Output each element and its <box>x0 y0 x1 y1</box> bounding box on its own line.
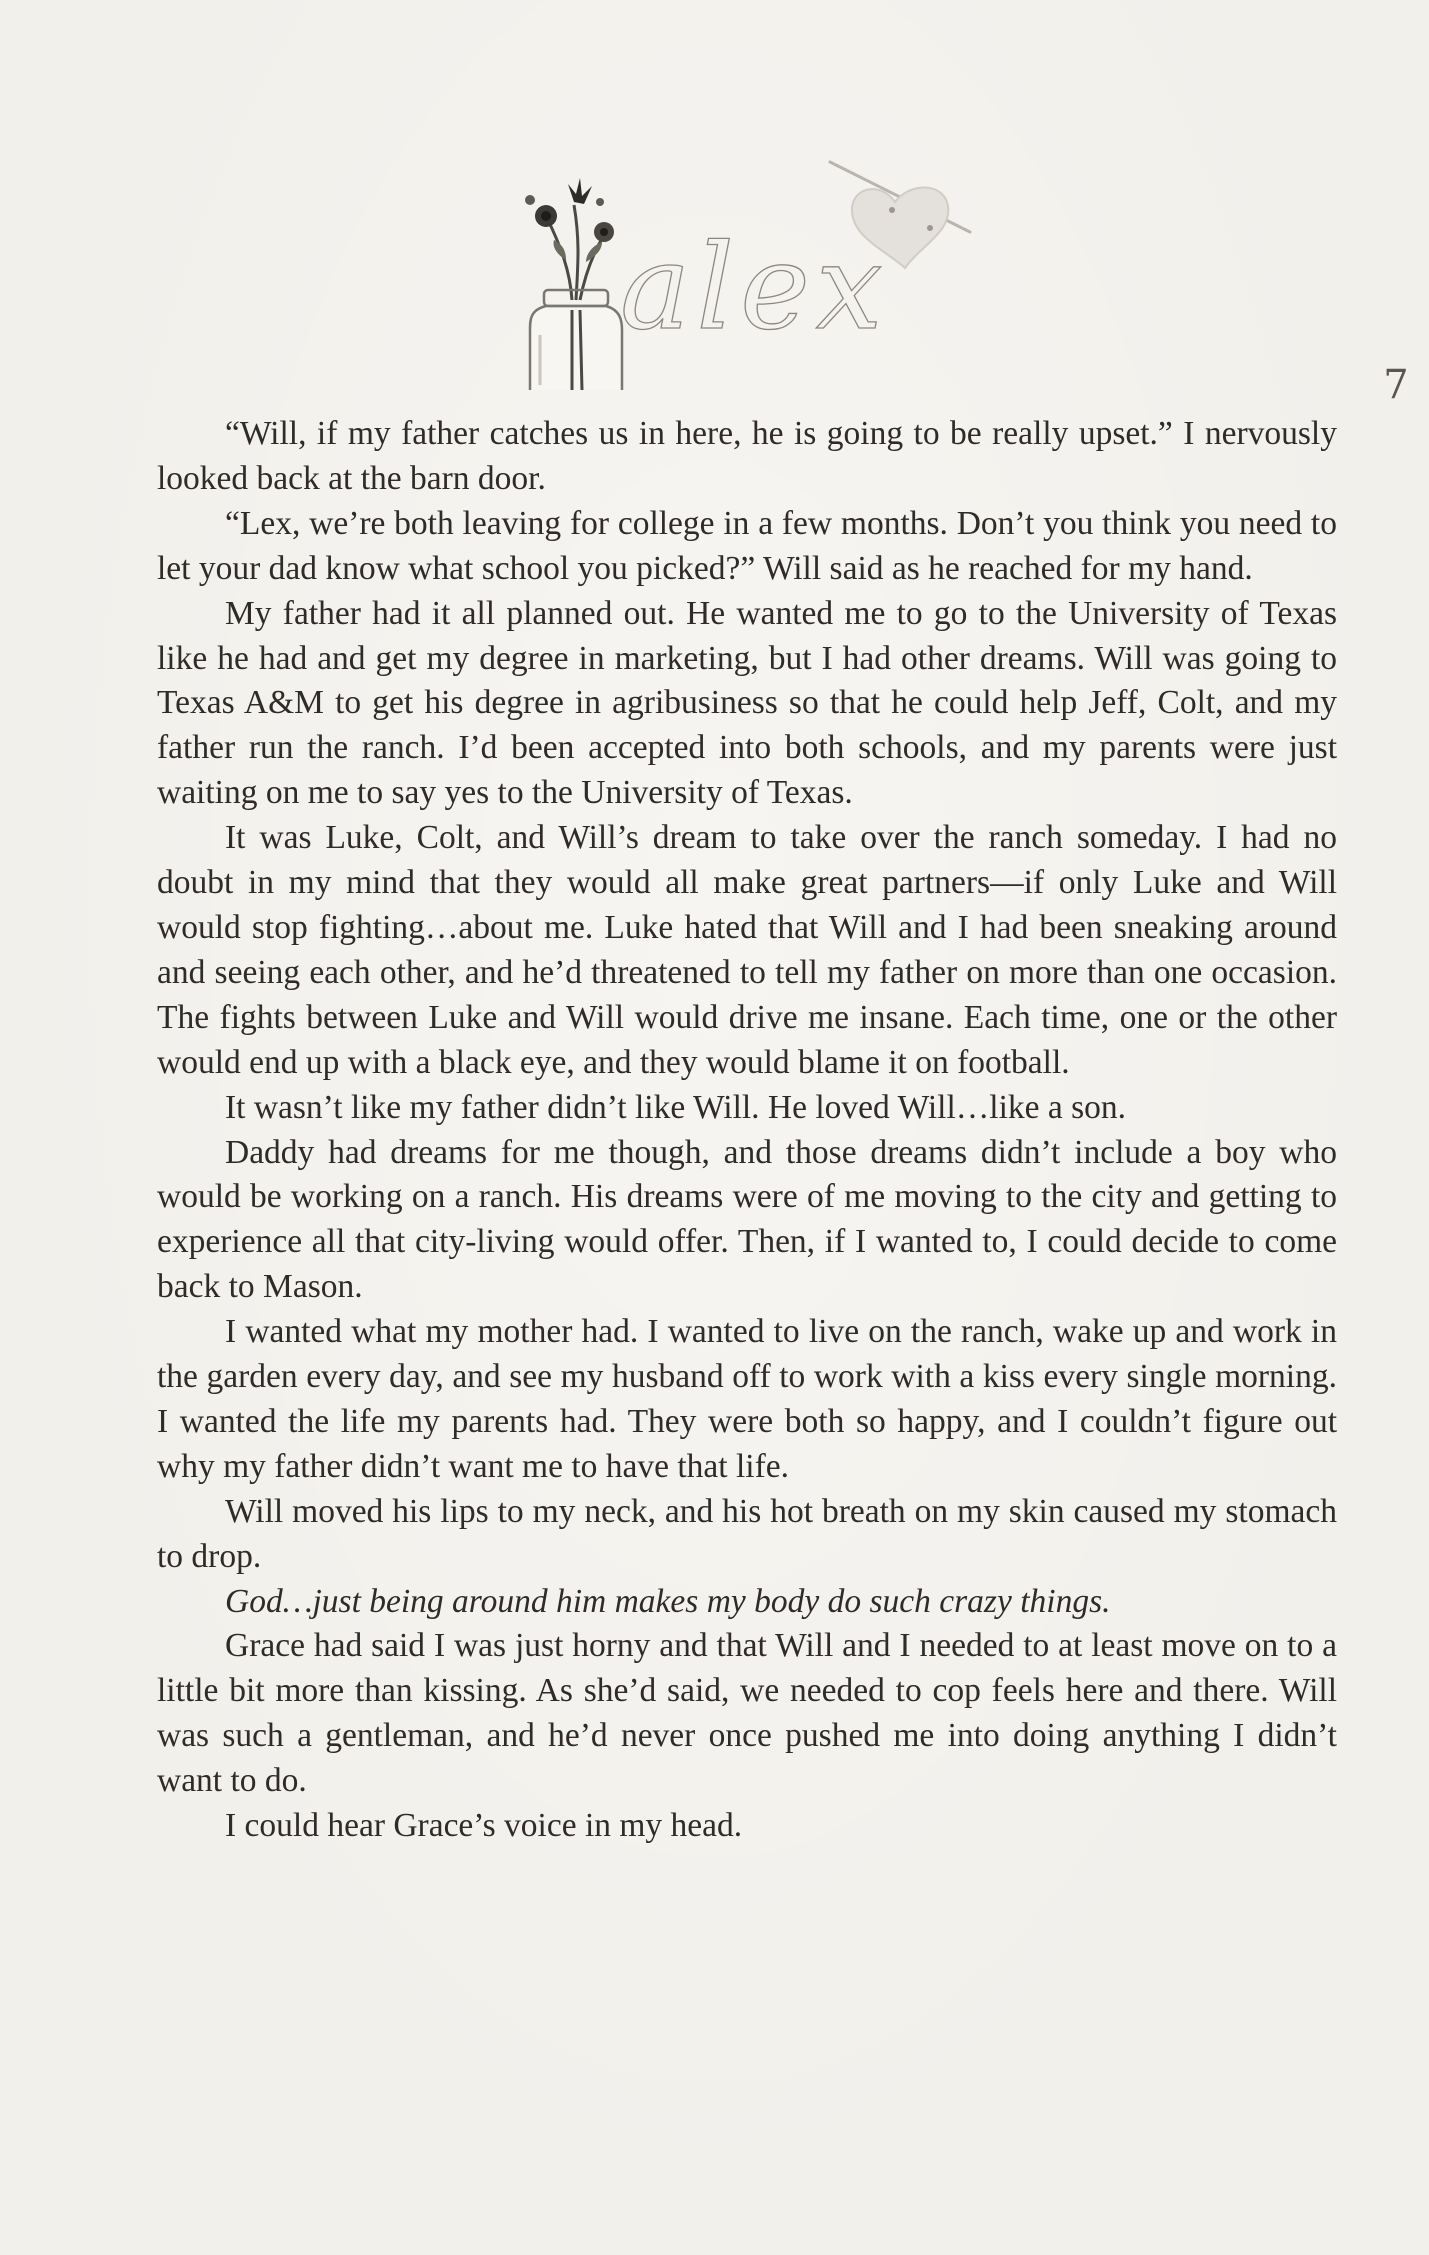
paragraph: “Lex, we’re both leaving for college in a few months. Don’t you think you need to let your dad know what school you picked?” Will said as he reached for my hand. <box>157 504 1337 587</box>
paragraph: Daddy had dreams for me though, and those dreams didn’t include a boy who would be working on a ranch. His dreams were of me moving to the city and getting to experience all that city-living would offer. Then, if I wanted to, I could decide to come back to Mason. <box>157 1133 1337 1306</box>
flower-jar-icon <box>525 178 622 390</box>
italic-thought-paragraph: God…just being around him makes my body do such crazy things. <box>225 1582 1111 1620</box>
chapter-number: 7 <box>1383 362 1409 408</box>
paragraph: It wasn’t like my father didn’t like Will. He loved Will…like a son. <box>225 1088 1127 1126</box>
paragraph: My father had it all planned out. He wanted me to go to the University of Texas like he had and get my degree in marketing, but I had other dreams. Will was going to Texas A&M to get his degree in agribusiness so that he could help Jeff, Colt, and my father run the ranch. I’d been accepted into both schools, and my parents were just waiting on me to say yes to the University of Texas. <box>157 594 1337 812</box>
paragraph: Grace had said I was just horny and that Will and I needed to at least move on to a little bit more than kissing. As she’d said, we needed to cop feels here and there. Will was such a gentleman, and he’d never once pushed me into doing anything I didn’t want to do. <box>157 1627 1337 1800</box>
paragraph: I could hear Grace’s voice in my head. <box>225 1807 743 1845</box>
paragraph: It was Luke, Colt, and Will’s dream to take over the ranch someday. I had no doubt in my mind that they would all make great partners—if only Luke and Will would stop fighting…about me. Luke hated that Will and I had been sneaking around and seeing each other, and he’d threatened to tell my father on more than one occasion. The fights between Luke and Will would drive me insane. Each time, one or the other would end up with a black eye, and they would blame it on football. <box>157 819 1337 1081</box>
paragraph: “Will, if my father catches us in here, he is going to be really upset.” I nervously looked back at the barn door. <box>157 415 1337 497</box>
paragraph: I wanted what my mother had. I wanted to live on the ranch, wake up and work in the garden every day, and see my husband off to work with a kiss every single morning. I wanted the life my parents had. They were both so happy, and I couldn’t figure out why my father didn’t want me to have that life. <box>157 1313 1337 1485</box>
paragraph: Will moved his lips to my neck, and his hot breath on my skin caused my stomach to drop. <box>157 1492 1337 1575</box>
chapter-title: alex <box>620 218 889 356</box>
chapter-body <box>157 412 1337 1849</box>
